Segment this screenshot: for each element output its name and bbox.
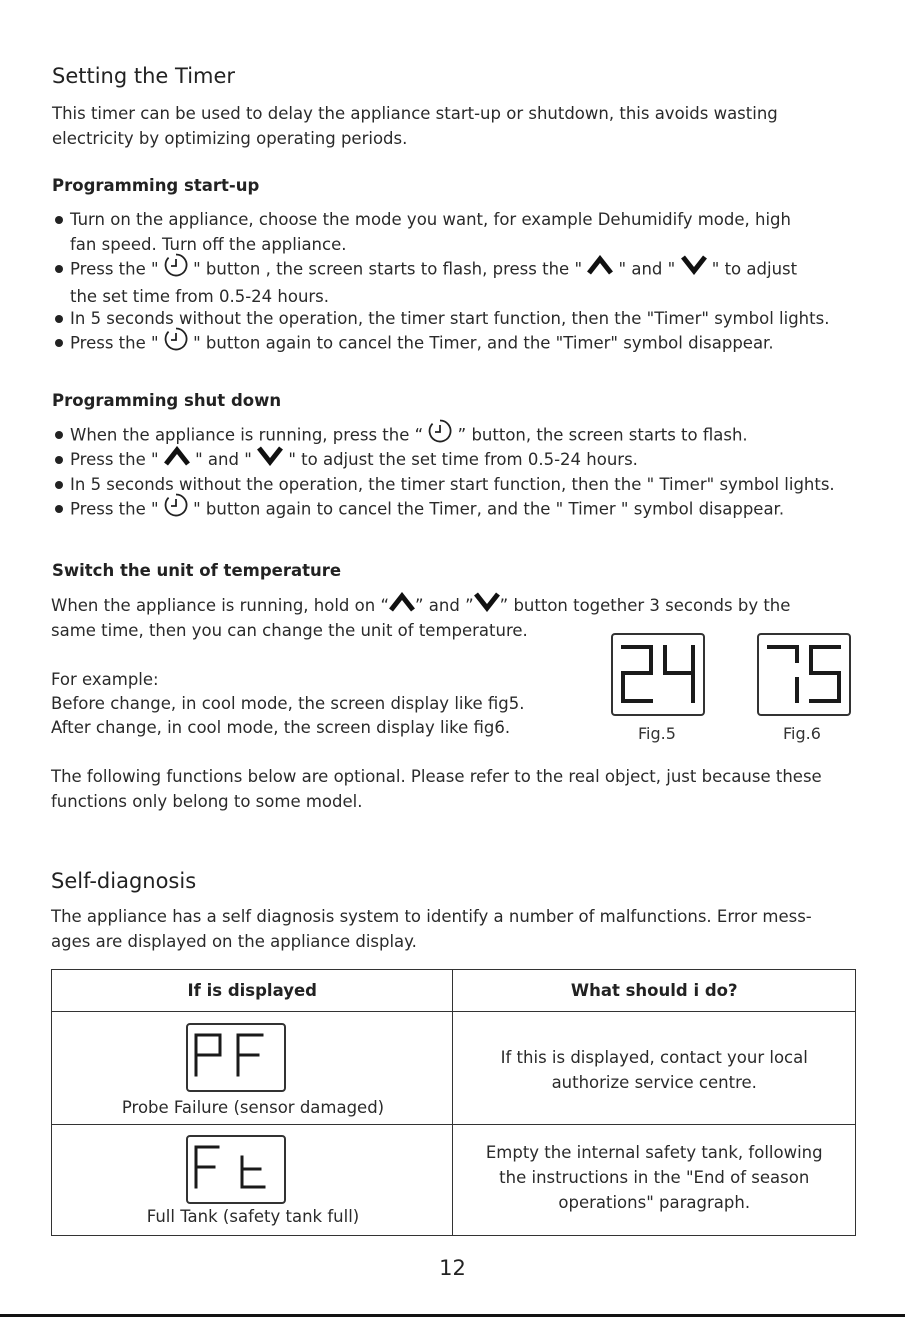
text-fragment: Press the " <box>70 450 159 469</box>
col-header-displayed: If is displayed <box>52 970 453 1012</box>
timer-intro-line1: This timer can be used to delay the appliance start-up or shutdown, this avoids wasting <box>52 104 778 123</box>
bullet-dot <box>55 339 63 347</box>
startup-bullet-2 <box>52 256 856 309</box>
ft-display <box>186 1135 286 1204</box>
fig6-caption: Fig.6 <box>783 724 821 743</box>
diagnosis-table <box>51 969 856 1236</box>
startup-b2-line2: the set time from 0.5-24 hours. <box>70 287 330 306</box>
text-fragment: " button again to cancel the Timer, and the " Timer " symbol disappear. <box>193 499 785 519</box>
ft-code-digits <box>188 1137 284 1202</box>
text-fragment: When the appliance is running, hold on “ <box>51 596 390 615</box>
unit-title: Switch the unit of temperature <box>52 561 342 580</box>
table-row <box>52 1125 856 1236</box>
pf-label: Probe Failure (sensor damaged) <box>121 1098 385 1117</box>
example-line2: After change, in cool mode, the screen display like fig6. <box>51 718 511 737</box>
table-row <box>52 1012 856 1125</box>
startup-bullet-4 <box>52 330 856 358</box>
optional-line1: The following functions below are optional. Please refer to the real object, just because these <box>51 767 822 786</box>
fig5-display <box>611 633 705 716</box>
col-header-action: What should i do? <box>453 970 856 1012</box>
startup-b1-line2: fan speed. Turn off the appliance. <box>70 235 347 254</box>
text-fragment: ” and ” <box>415 596 474 615</box>
text-fragment: " and " <box>618 259 676 279</box>
text-fragment: " button again to cancel the Timer, and the "Timer" symbol disappear. <box>193 333 774 353</box>
text-fragment: ” button, the screen starts to flash. <box>457 425 748 445</box>
text-fragment: " to adjust the set time from 0.5-24 hours. <box>288 450 638 469</box>
example-title: For example: <box>51 670 159 689</box>
bullet-dot <box>55 481 63 489</box>
bullet-dot <box>55 456 63 464</box>
text-fragment: When the appliance is running, press the “ <box>70 425 424 445</box>
shutdown-bullet-2 <box>52 447 856 473</box>
text-fragment: " button , the screen starts to flash, press the " <box>193 259 583 279</box>
code-cell <box>52 1012 453 1125</box>
down-arrow-icon <box>474 592 500 619</box>
startup-b1-line1: Turn on the appliance, choose the mode you want, for example Dehumidify mode, high <box>70 210 791 229</box>
text-fragment: Press the " <box>70 333 159 353</box>
optional-line2: functions only belong to some model. <box>51 792 363 811</box>
diagnosis-intro-line1: The appliance has a self diagnosis system to identify a number of malfunctions. Error mess- <box>51 907 812 926</box>
bullet-dot <box>55 431 63 439</box>
text-fragment: Press the " <box>70 259 159 279</box>
fig6-display <box>757 633 851 716</box>
pf-display <box>186 1023 286 1092</box>
ft-action-line2: the instructions in the "End of season <box>499 1168 810 1187</box>
text-fragment: ” button together 3 seconds by the <box>499 596 791 615</box>
diagnosis-title: Self-diagnosis <box>51 869 197 893</box>
action-cell <box>453 1012 856 1125</box>
startup-bullet-1 <box>52 207 856 257</box>
bullet-dot <box>55 216 63 224</box>
startup-b3-text: In 5 seconds without the operation, the timer start function, then the "Timer" symbol lights. <box>70 309 830 328</box>
ft-action-line1: Empty the internal safety tank, following <box>485 1143 823 1162</box>
unit-line1 <box>51 593 861 619</box>
bullet-dot <box>55 265 63 273</box>
down-arrow-icon <box>681 255 707 282</box>
up-arrow-icon <box>587 255 613 282</box>
unit-line2: same time, then you can change the unit of temperature. <box>51 621 528 640</box>
shutdown-title: Programming shut down <box>52 391 282 410</box>
pf-code-digits <box>188 1025 284 1090</box>
ft-label: Full Tank (safety tank full) <box>146 1207 360 1226</box>
fig5-caption: Fig.5 <box>638 724 676 743</box>
page-number: 12 <box>439 1256 466 1280</box>
table-header-row <box>52 970 856 1012</box>
bullet-dot <box>55 315 63 323</box>
shutdown-b3-text: In 5 seconds without the operation, the timer start function, then the " Timer" symbol lights. <box>70 475 835 494</box>
shutdown-bullet-4 <box>52 496 856 524</box>
timer-icon <box>164 327 188 358</box>
text-fragment: " to adjust <box>711 259 798 279</box>
diagnosis-intro-line2: ages are displayed on the appliance display. <box>51 932 417 951</box>
footer-rule <box>0 1314 905 1317</box>
text-fragment: " and " <box>195 450 252 469</box>
timer-intro-line2: electricity by optimizing operating periods. <box>52 129 408 148</box>
bullet-dot <box>55 505 63 513</box>
timer-icon <box>164 493 188 524</box>
pf-action-line2: authorize service centre. <box>551 1073 757 1092</box>
timer-section-title: Setting the Timer <box>52 64 236 88</box>
startup-title: Programming start-up <box>52 176 260 195</box>
timer-icon <box>428 419 452 450</box>
pf-action-line1: If this is displayed, contact your local <box>500 1048 808 1067</box>
down-arrow-icon <box>257 446 283 473</box>
example-line1: Before change, in cool mode, the screen display like fig5. <box>51 694 525 713</box>
text-fragment: Press the " <box>70 499 159 519</box>
up-arrow-icon <box>389 592 415 619</box>
timer-icon <box>164 253 188 284</box>
code-cell <box>52 1125 453 1236</box>
up-arrow-icon <box>164 446 190 473</box>
ft-action-line3: operations" paragraph. <box>558 1193 751 1212</box>
fig5-digits <box>613 635 703 714</box>
action-cell <box>453 1125 856 1236</box>
fig6-digits <box>759 635 849 714</box>
